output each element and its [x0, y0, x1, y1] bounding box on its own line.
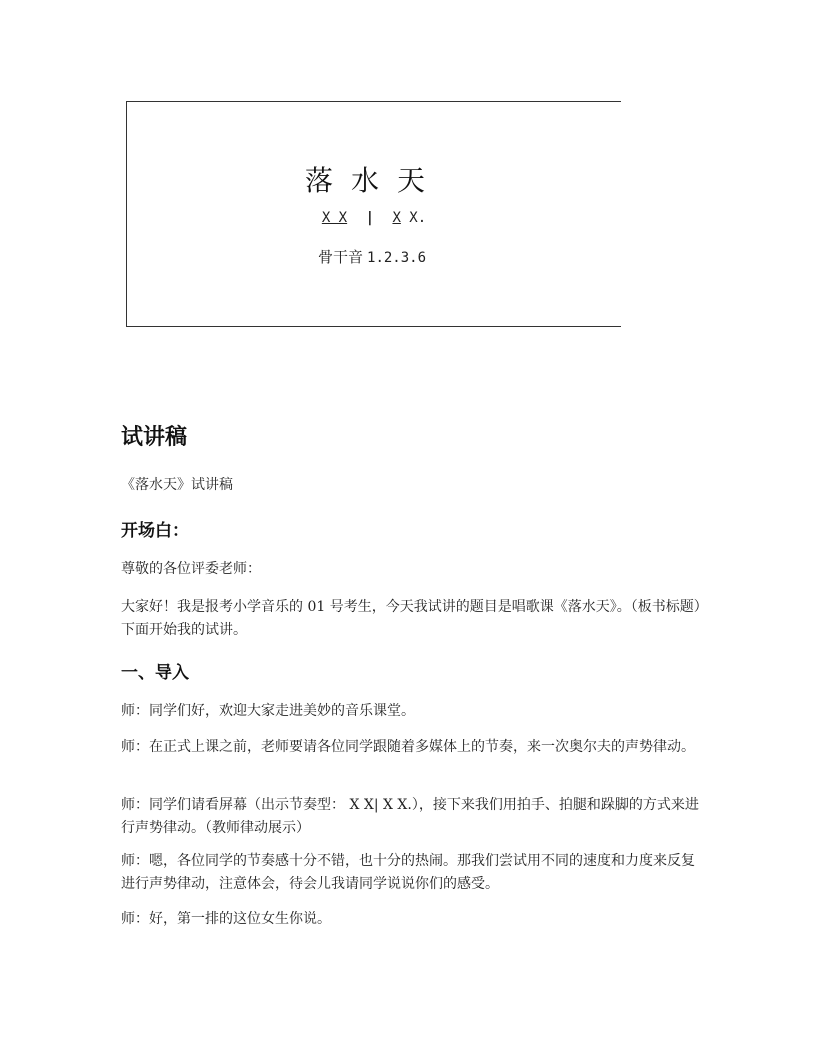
board-title: 落水天 [304, 164, 443, 197]
notes-label: 骨干音 [318, 248, 364, 266]
greeting: 尊敬的各位评委老师： [121, 561, 261, 577]
opening-heading: 开场白： [121, 521, 189, 541]
rhythm-bar-line: | [365, 210, 374, 226]
paragraph: 师：同学们请看屏幕（出示节奏型： X X| X X.），接下来我们用拍手、拍腿和跺脚的方式来进行声势律动。（教师律动展示） [121, 797, 699, 836]
doc-heading: 试讲稿 [121, 425, 188, 450]
paragraph: 师：同学们好，欢迎大家走进美妙的音乐课堂。 [121, 703, 415, 719]
notes-values: 1.2.3.6 [367, 250, 427, 266]
section1-heading: 一、导入 [121, 663, 189, 683]
rhythm-beat-1: X X [321, 210, 348, 226]
blackboard-sketch [126, 101, 621, 327]
paragraph: 师：嗯，各位同学的节奏感十分不错，也十分的热闹。那我们尝试用不同的速度和力度来反复进行声势律动，注意体会，待会儿我请同学说说你们的感受。 [121, 853, 695, 892]
board-skeleton-notes [318, 246, 426, 267]
rhythm-beat-2-tail: X. [400, 210, 427, 226]
rhythm-beat-2: X [392, 210, 401, 226]
doc-subtitle: 《落水天》试讲稿 [121, 477, 233, 493]
paragraph: 师：好，第一排的这位女生你说。 [121, 911, 331, 927]
paragraph: 师：在正式上课之前，老师要请各位同学跟随着多媒体上的节奏，来一次奥尔夫的声势律动。 [121, 739, 695, 755]
intro-paragraph: 大家好！我是报考小学音乐的 01 号考生，今天我试讲的题目是唱歌课《落水天》。（板书标题）下面开始我的试讲。 [121, 599, 701, 638]
board-rhythm [127, 210, 621, 226]
